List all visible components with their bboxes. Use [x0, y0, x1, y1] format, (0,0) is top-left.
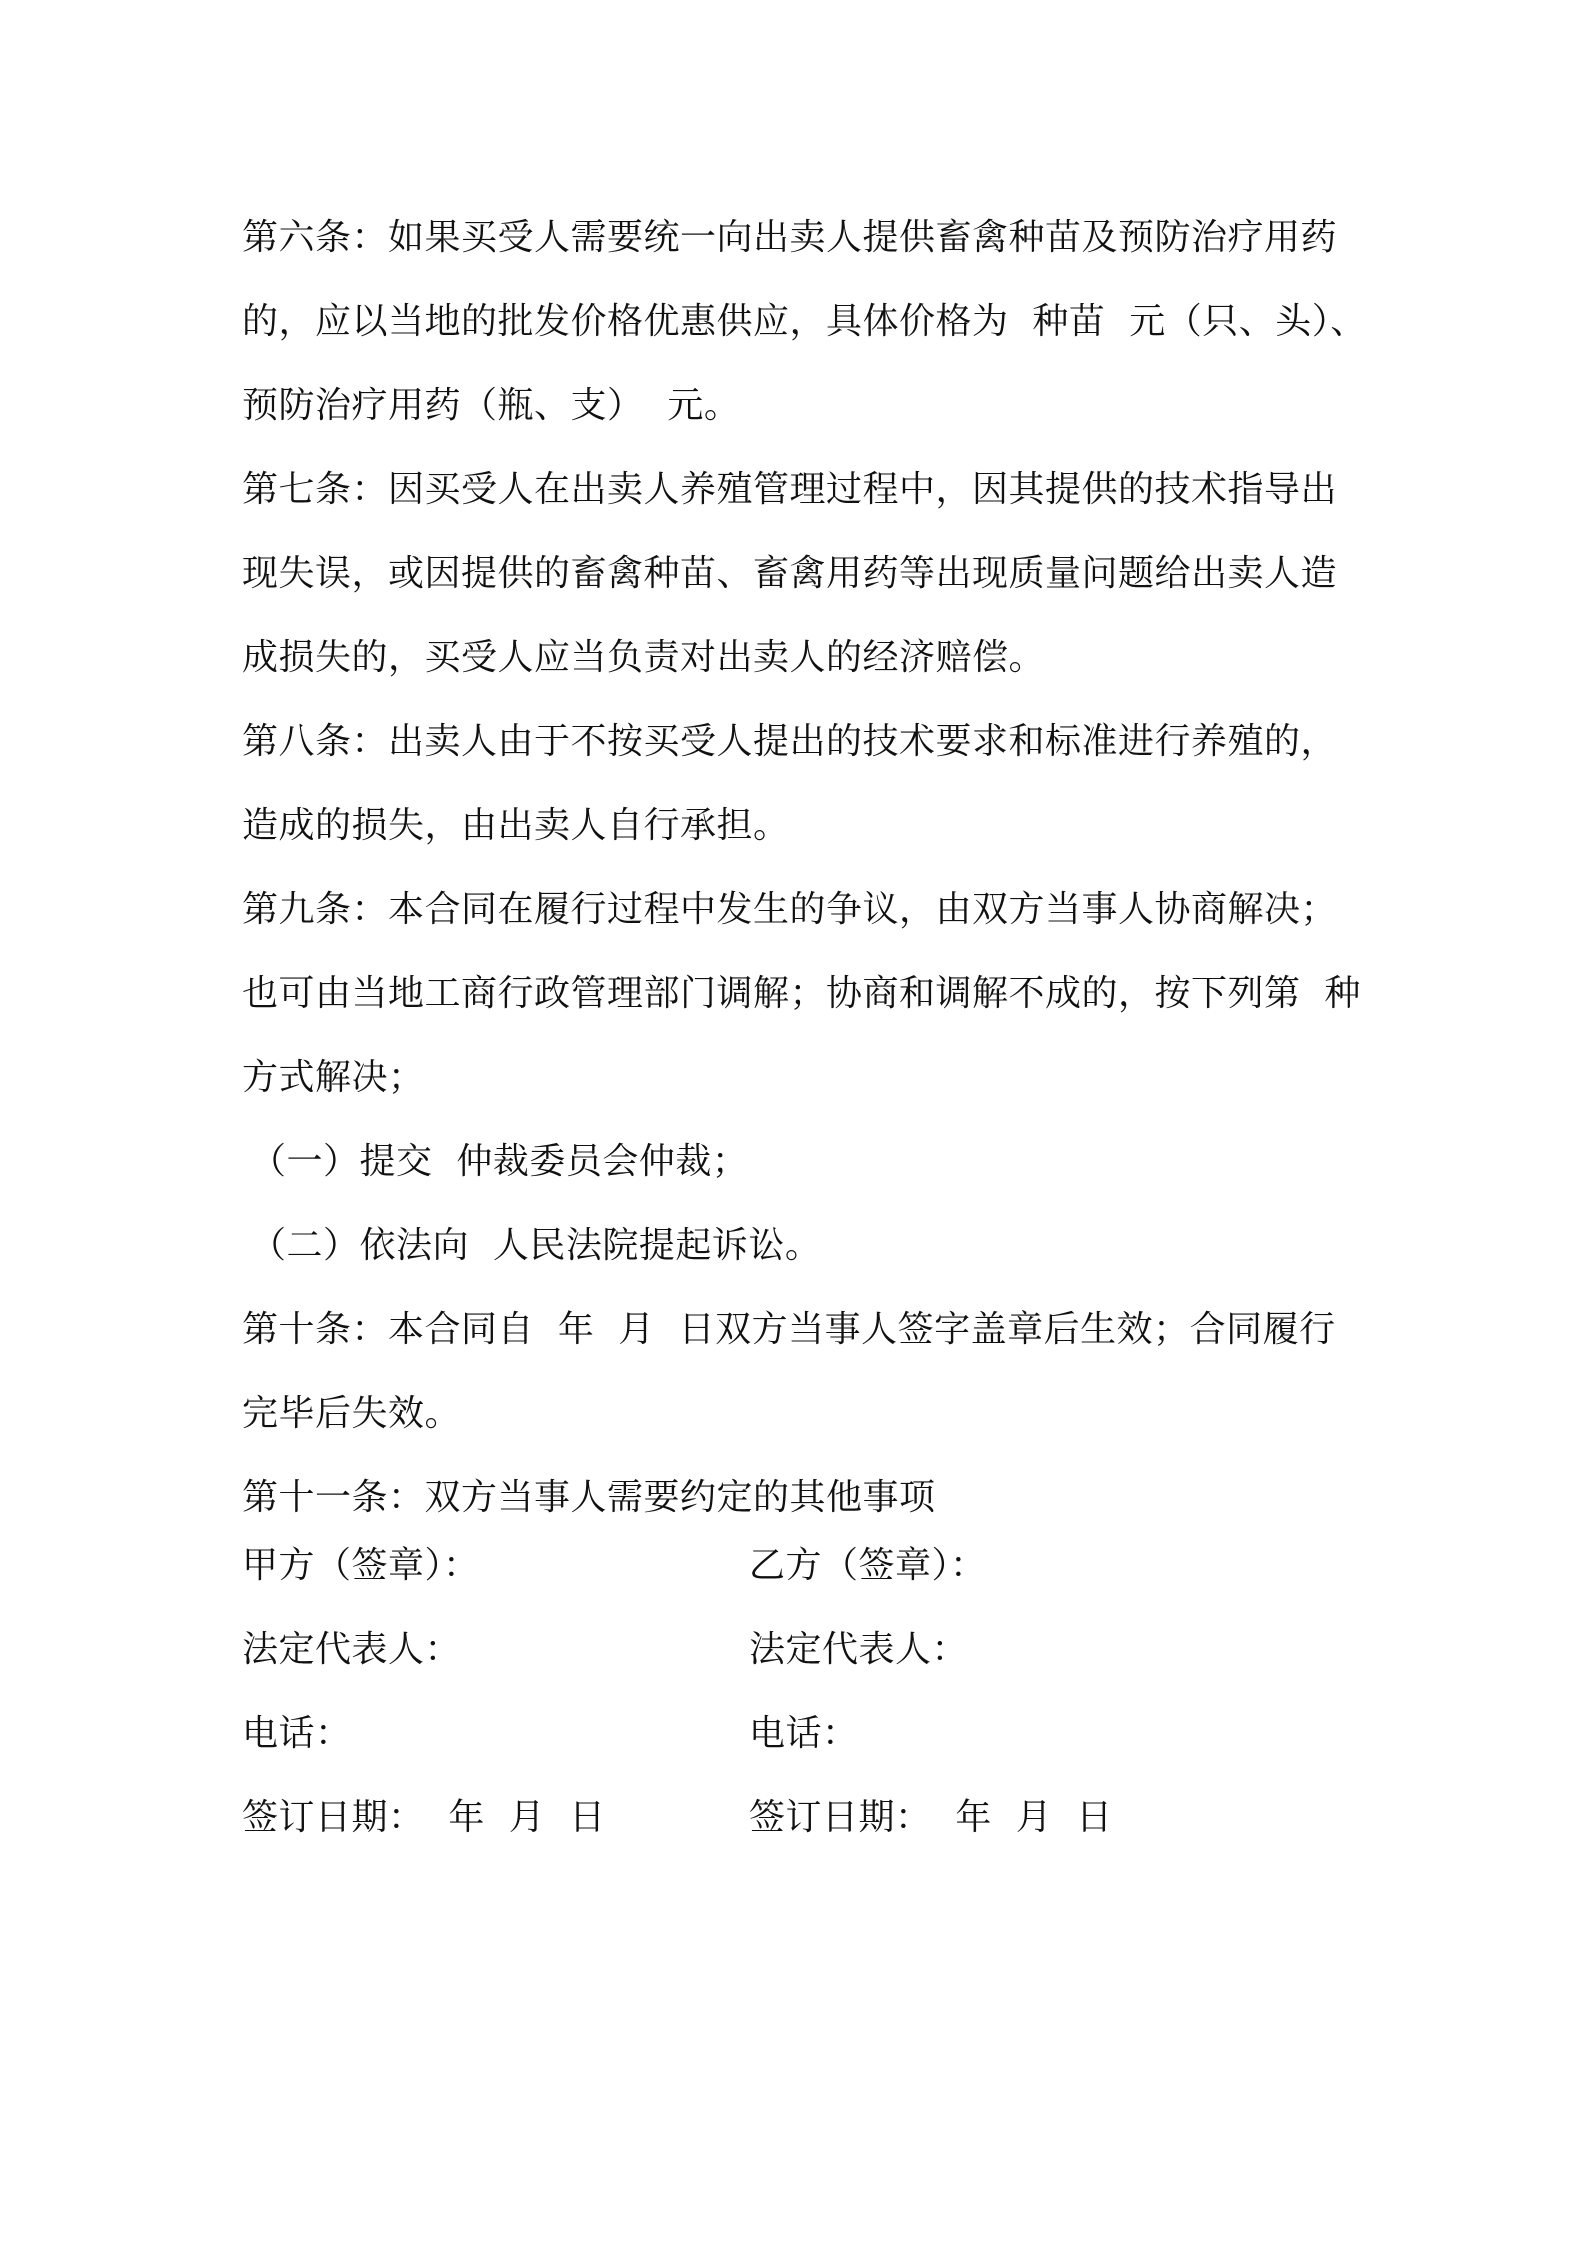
article-9-option-1: （一）提交 仲裁委员会仲裁； [250, 1141, 749, 1182]
party-b-date: 签订日期： 年 月 日 [749, 1797, 1113, 1838]
party-a-title: 甲方（签章）： [242, 1545, 480, 1586]
party-b-title: 乙方（签章）： [749, 1545, 987, 1586]
article-7-line-3: 成损失的，买受人应当负责对出卖人的经济赔偿。 [242, 637, 1046, 678]
article-7-line-2: 现失误，或因提供的畜禽种苗、畜禽用药等出现质量问题给出卖人造 [242, 553, 1338, 594]
party-b-rep: 法定代表人： [749, 1629, 969, 1670]
party-a-rep: 法定代表人： [242, 1629, 462, 1670]
party-a-date: 签订日期： 年 月 日 [242, 1797, 606, 1838]
article-8-line-1: 第八条：出卖人由于不按买受人提出的技术要求和标准进行养殖的， [242, 721, 1338, 762]
signature-row-rep [242, 1608, 1362, 1692]
contract-body [242, 196, 1367, 1540]
article-6-line-1: 第六条：如果买受人需要统一向出卖人提供畜禽种苗及预防治疗用药 [242, 217, 1338, 258]
signature-row-title [242, 1524, 1362, 1608]
article-9-line-2: 也可由当地工商行政管理部门调解；协商和调解不成的，按下列第 种 [242, 973, 1361, 1014]
article-9-line-3: 方式解决； [242, 1057, 425, 1098]
party-a-phone: 电话： [242, 1713, 352, 1754]
article-8-line-2: 造成的损失，由出卖人自行承担。 [242, 805, 790, 846]
signature-row-phone [242, 1692, 1362, 1776]
article-9-option-2: （二）依法向 人民法院提起诉讼。 [250, 1225, 822, 1266]
article-11-line-1: 第十一条：双方当事人需要约定的其他事项 [242, 1477, 936, 1518]
article-10-line-2: 完毕后失效。 [242, 1393, 462, 1434]
article-7-line-1: 第七条：因买受人在出卖人养殖管理过程中，因其提供的技术指导出 [242, 469, 1338, 510]
signature-row-date [242, 1776, 1362, 1860]
article-6-line-2: 的，应以当地的批发价格优惠供应，具体价格为 种苗 元（只、头）、 [242, 301, 1367, 342]
signature-block [242, 1524, 1362, 1860]
party-b-phone: 电话： [749, 1713, 859, 1754]
article-10-line-1: 第十条：本合同自 年 月 日双方当事人签字盖章后生效；合同履行 [242, 1309, 1336, 1350]
article-6-line-3: 预防治疗用药（瓶、支） 元。 [242, 385, 741, 426]
article-9-line-1: 第九条：本合同在履行过程中发生的争议，由双方当事人协商解决； [242, 889, 1338, 930]
